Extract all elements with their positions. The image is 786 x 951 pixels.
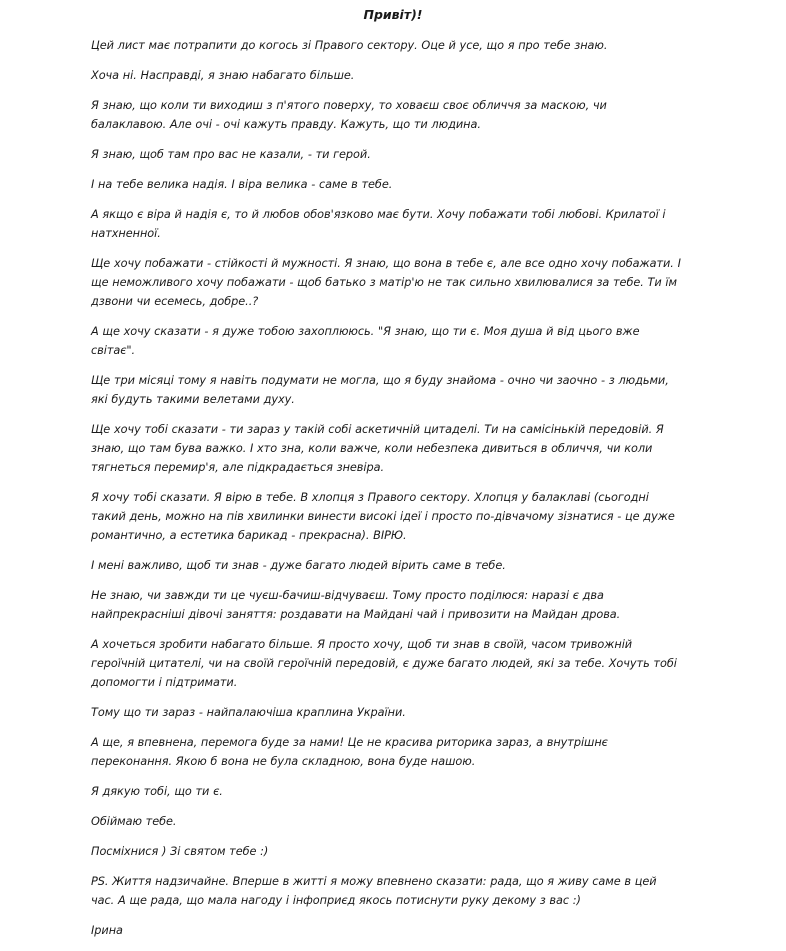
paragraph-20: PS. Життя надзичайне. Вперше в житті я можу впевнено сказати: рада, що я живу саме в цей час. А ще рада, що мала нагоду і інфоприєд якось потиснути руку декому з вас :) xyxy=(91,875,657,907)
paragraph-16: А ще, я впевнена, перемога буде за нами! Це не красива риторика зараз, а внутрішнє переконання. Якою б вона не була складною, вона буде нашою. xyxy=(91,736,608,768)
signature: Ірина xyxy=(91,924,123,937)
paragraph-10: Ще хочу тобі сказати - ти зараз у такій собі аскетичній цитаделі. Ти на самісінькій передовій. Я знаю, що там бува важко. І хто зна, коли важче, коли небезпека дивиться в обличчя, чи коли тягнеться перемир'я, але підкрадається зневіра. xyxy=(91,423,664,474)
paragraph-19: Посміхнися ) Зі святом тебе :) xyxy=(91,845,269,858)
paragraph-6: А якщо є віра й надія є, то й любов обов'язково має бути. Хочу побажати тобі любові. Крилатої і натхненної. xyxy=(91,208,666,240)
paragraph-17: Я дякую тобі, що ти є. xyxy=(91,785,223,798)
paragraph-5: І на тебе велика надія. І віра велика - саме в тебе. xyxy=(91,178,393,191)
paragraph-14: А хочеться зробити набагато більше. Я просто хочу, щоб ти знав в своїй, часом тривожній героїчній цитателі, чи на своїй героїчній передовій, є дуже багато людей, які за тебе. Хочуть тобі допомогти і підтримати. xyxy=(91,638,677,689)
paragraph-9: Ще три місяці тому я навіть подумати не могла, що я буду знайома - очно чи заочно - з людьми, які будуть такими велетами духу. xyxy=(91,374,669,406)
paragraph-4: Я знаю, щоб там про вас не казали, - ти герой. xyxy=(91,148,371,161)
paragraph-18: Обіймаю тебе. xyxy=(91,815,177,828)
paragraph-7: Ще хочу побажати - стійкості й мужності. Я знаю, що вона в тебе є, але все одно хочу побажати. І ще неможливого хочу побажати - щоб батько з матір'ю не так сильно хвилювалися за тебе. Ти їм дзвони чи есемесь, добре..? xyxy=(91,257,681,308)
paragraph-11: Я хочу тобі сказати. Я вірю в тебе. В хлопця з Правого сектору. Хлопця у балаклаві (сьогодні такий день, можно на пів хвилинки винести високі ідеї і просто по-дівчачому зізнатися - це дуже романтично, а естетика барикад - прекрасна). ВІРЮ. xyxy=(91,491,675,542)
paragraph-3: Я знаю, що коли ти виходиш з п'ятого поверху, то ховаєш своє обличчя за маскою, чи балаклавою. Але очі - очі кажуть правду. Кажуть, що ти людина. xyxy=(91,99,607,131)
paragraph-1: Цей лист має потрапити до когось зі Правого сектору. Оце й усе, що я про тебе знаю. xyxy=(91,39,608,52)
letter-title: Привіт)! xyxy=(363,7,423,22)
letter-body xyxy=(91,36,681,951)
paragraph-2: Хоча ні. Насправді, я знаю набагато більше. xyxy=(91,69,355,82)
paragraph-13: Не знаю, чи завжди ти це чуєш-бачиш-відчуваєш. Тому просто поділюся: наразі є два найпрекрасніші дівочі заняття: роздавати на Майдані чай і привозити на Майдан дрова. xyxy=(91,589,621,621)
paragraph-15: Тому що ти зараз - найпалаючіша краплина України. xyxy=(91,706,406,719)
paragraph-8: А ще хочу сказати - я дуже тобою захоплююсь. "Я знаю, що ти є. Моя душа й від цього вже світає". xyxy=(91,325,640,357)
paragraph-12: І мені важливо, щоб ти знав - дуже багато людей вірить саме в тебе. xyxy=(91,559,506,572)
